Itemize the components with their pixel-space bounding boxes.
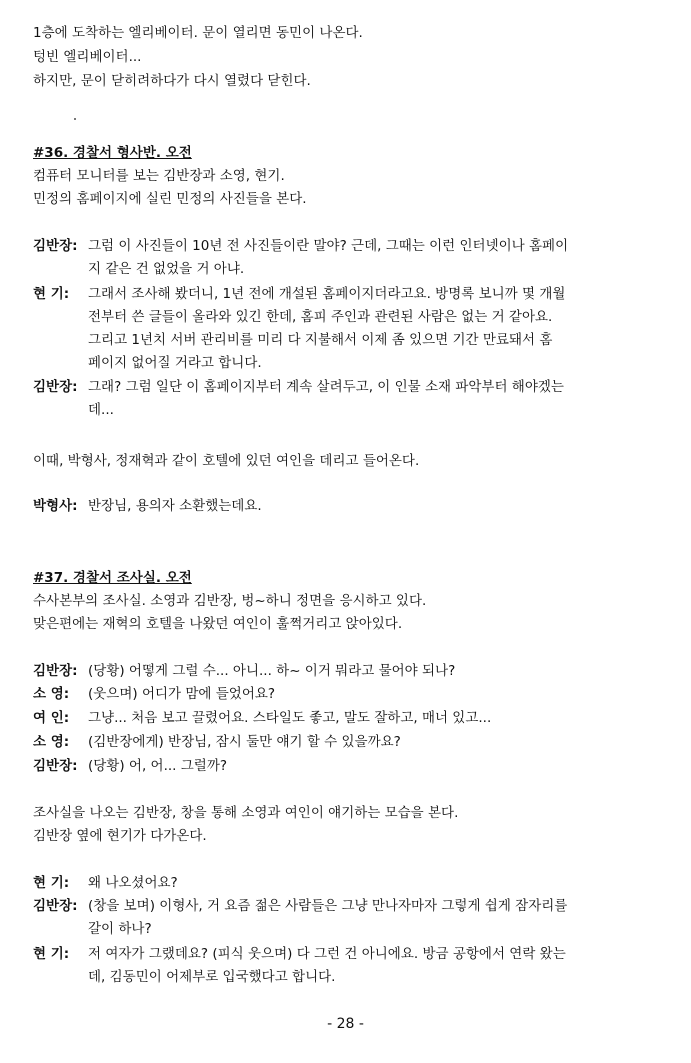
speaker-label: 김반장: bbox=[33, 379, 78, 395]
dialogue-line: 갈이 하나? bbox=[88, 921, 152, 937]
dialogue-line: (웃으며) 어디가 맘에 들었어요? bbox=[88, 686, 276, 702]
dialogue-line: 왜 나오셨어요? bbox=[88, 875, 178, 891]
dialogue-line: 그리고 1년치 서버 관리비를 미리 다 지불해서 이제 좀 있으면 기간 만료돼서 홈 bbox=[88, 332, 553, 348]
scene-heading: #36. 경찰서 형사반. 오전 bbox=[33, 145, 192, 161]
dialogue-line: 반장님, 용의자 소환했는데요. bbox=[88, 498, 262, 514]
speaker-label: 김반장: bbox=[33, 758, 78, 774]
dialogue-line: (당황) 어, 어... 그럴까? bbox=[88, 758, 228, 774]
speaker-label: 소 영: bbox=[33, 686, 70, 702]
dialogue-line: 페이지 없어질 거라고 합니다. bbox=[88, 355, 262, 371]
dialogue-line: 그래? 그럼 일단 이 홈페이지부터 계속 살려두고, 이 인물 소재 파악부터 해야겠는 bbox=[88, 379, 564, 395]
speaker-label: 김반장: bbox=[33, 663, 78, 679]
speaker-label: 여 인: bbox=[33, 710, 70, 726]
dialogue-line: (창을 보며) 이형사, 거 요즘 젊은 사람들은 그냥 만나자마자 그렇게 쉽게 잠자리를 bbox=[88, 898, 568, 914]
action-line: 텅빈 엘리베이터... bbox=[33, 49, 142, 65]
dialogue-line: 데... bbox=[88, 402, 114, 418]
dialogue-line: 데, 김동민이 어제부로 입국했다고 합니다. bbox=[88, 969, 336, 985]
dialogue-line: 저 여자가 그랬데요? (피식 웃으며) 다 그런 건 아니에요. 방금 공항에서 연락 왔는 bbox=[88, 946, 566, 962]
action-line: 민정의 홈페이지에 실린 민정의 사진들을 본다. bbox=[33, 191, 307, 207]
dialogue-line: 그냥... 처음 보고 끌렸어요. 스타일도 좋고, 말도 잘하고, 매너 있고... bbox=[88, 710, 492, 726]
speaker-label: 현 기: bbox=[33, 286, 70, 302]
speaker-label: 김반장: bbox=[33, 238, 78, 254]
action-line: 조사실을 나오는 김반장, 창을 통해 소영과 여인이 얘기하는 모습을 본다. bbox=[33, 805, 459, 821]
dialogue-line: (당황) 어떻게 그럴 수... 아니... 하~ 이거 뭐라고 물어야 되나? bbox=[88, 663, 456, 679]
page-number: - 28 - bbox=[327, 1016, 364, 1032]
dialogue-line: 그럼 이 사진들이 10년 전 사진들이란 말야? 근데, 그때는 이런 인터넷이나 홈페이 bbox=[88, 238, 569, 254]
speaker-label: 김반장: bbox=[33, 898, 78, 914]
dialogue-line: 그래서 조사해 봤더니, 1년 전에 개설된 홈페이지더라고요. 방명록 보니까 몇 개월 bbox=[88, 286, 566, 302]
action-line: 김반장 옆에 현기가 다가온다. bbox=[33, 828, 207, 844]
action-line: 컴퓨터 모니터를 보는 김반장과 소영, 현기. bbox=[33, 168, 285, 184]
action-line: 수사본부의 조사실. 소영과 김반장, 벙~하니 정면을 응시하고 있다. bbox=[33, 593, 427, 609]
action-line: 1층에 도착하는 엘리베이터. 문이 열리면 동민이 나온다. bbox=[33, 25, 363, 41]
scene-heading: #37. 경찰서 조사실. 오전 bbox=[33, 570, 192, 586]
dialogue-line: 전부터 쓴 글들이 올라와 있긴 한데, 홈피 주인과 관련된 사람은 없는 거 같아요. bbox=[88, 309, 553, 325]
speaker-label: 현 기: bbox=[33, 875, 70, 891]
speaker-label: 박형사: bbox=[33, 498, 78, 514]
action-line: 하지만, 문이 닫히려하다가 다시 열렸다 닫힌다. bbox=[33, 73, 311, 89]
dialogue-line: 지 같은 건 없었을 거 아냐. bbox=[88, 261, 245, 277]
speaker-label: 소 영: bbox=[33, 734, 70, 750]
dialogue-line: (김반장에게) 반장님, 잠시 둘만 얘기 할 수 있을까요? bbox=[88, 734, 401, 750]
stray-dot bbox=[74, 118, 76, 120]
speaker-label: 현 기: bbox=[33, 946, 70, 962]
action-line: 맞은편에는 재혁의 호텔을 나왔던 여인이 훌쩍거리고 앉아있다. bbox=[33, 616, 403, 632]
action-line: 이때, 박형사, 정재혁과 같이 호텔에 있던 여인을 데리고 들어온다. bbox=[33, 453, 420, 469]
